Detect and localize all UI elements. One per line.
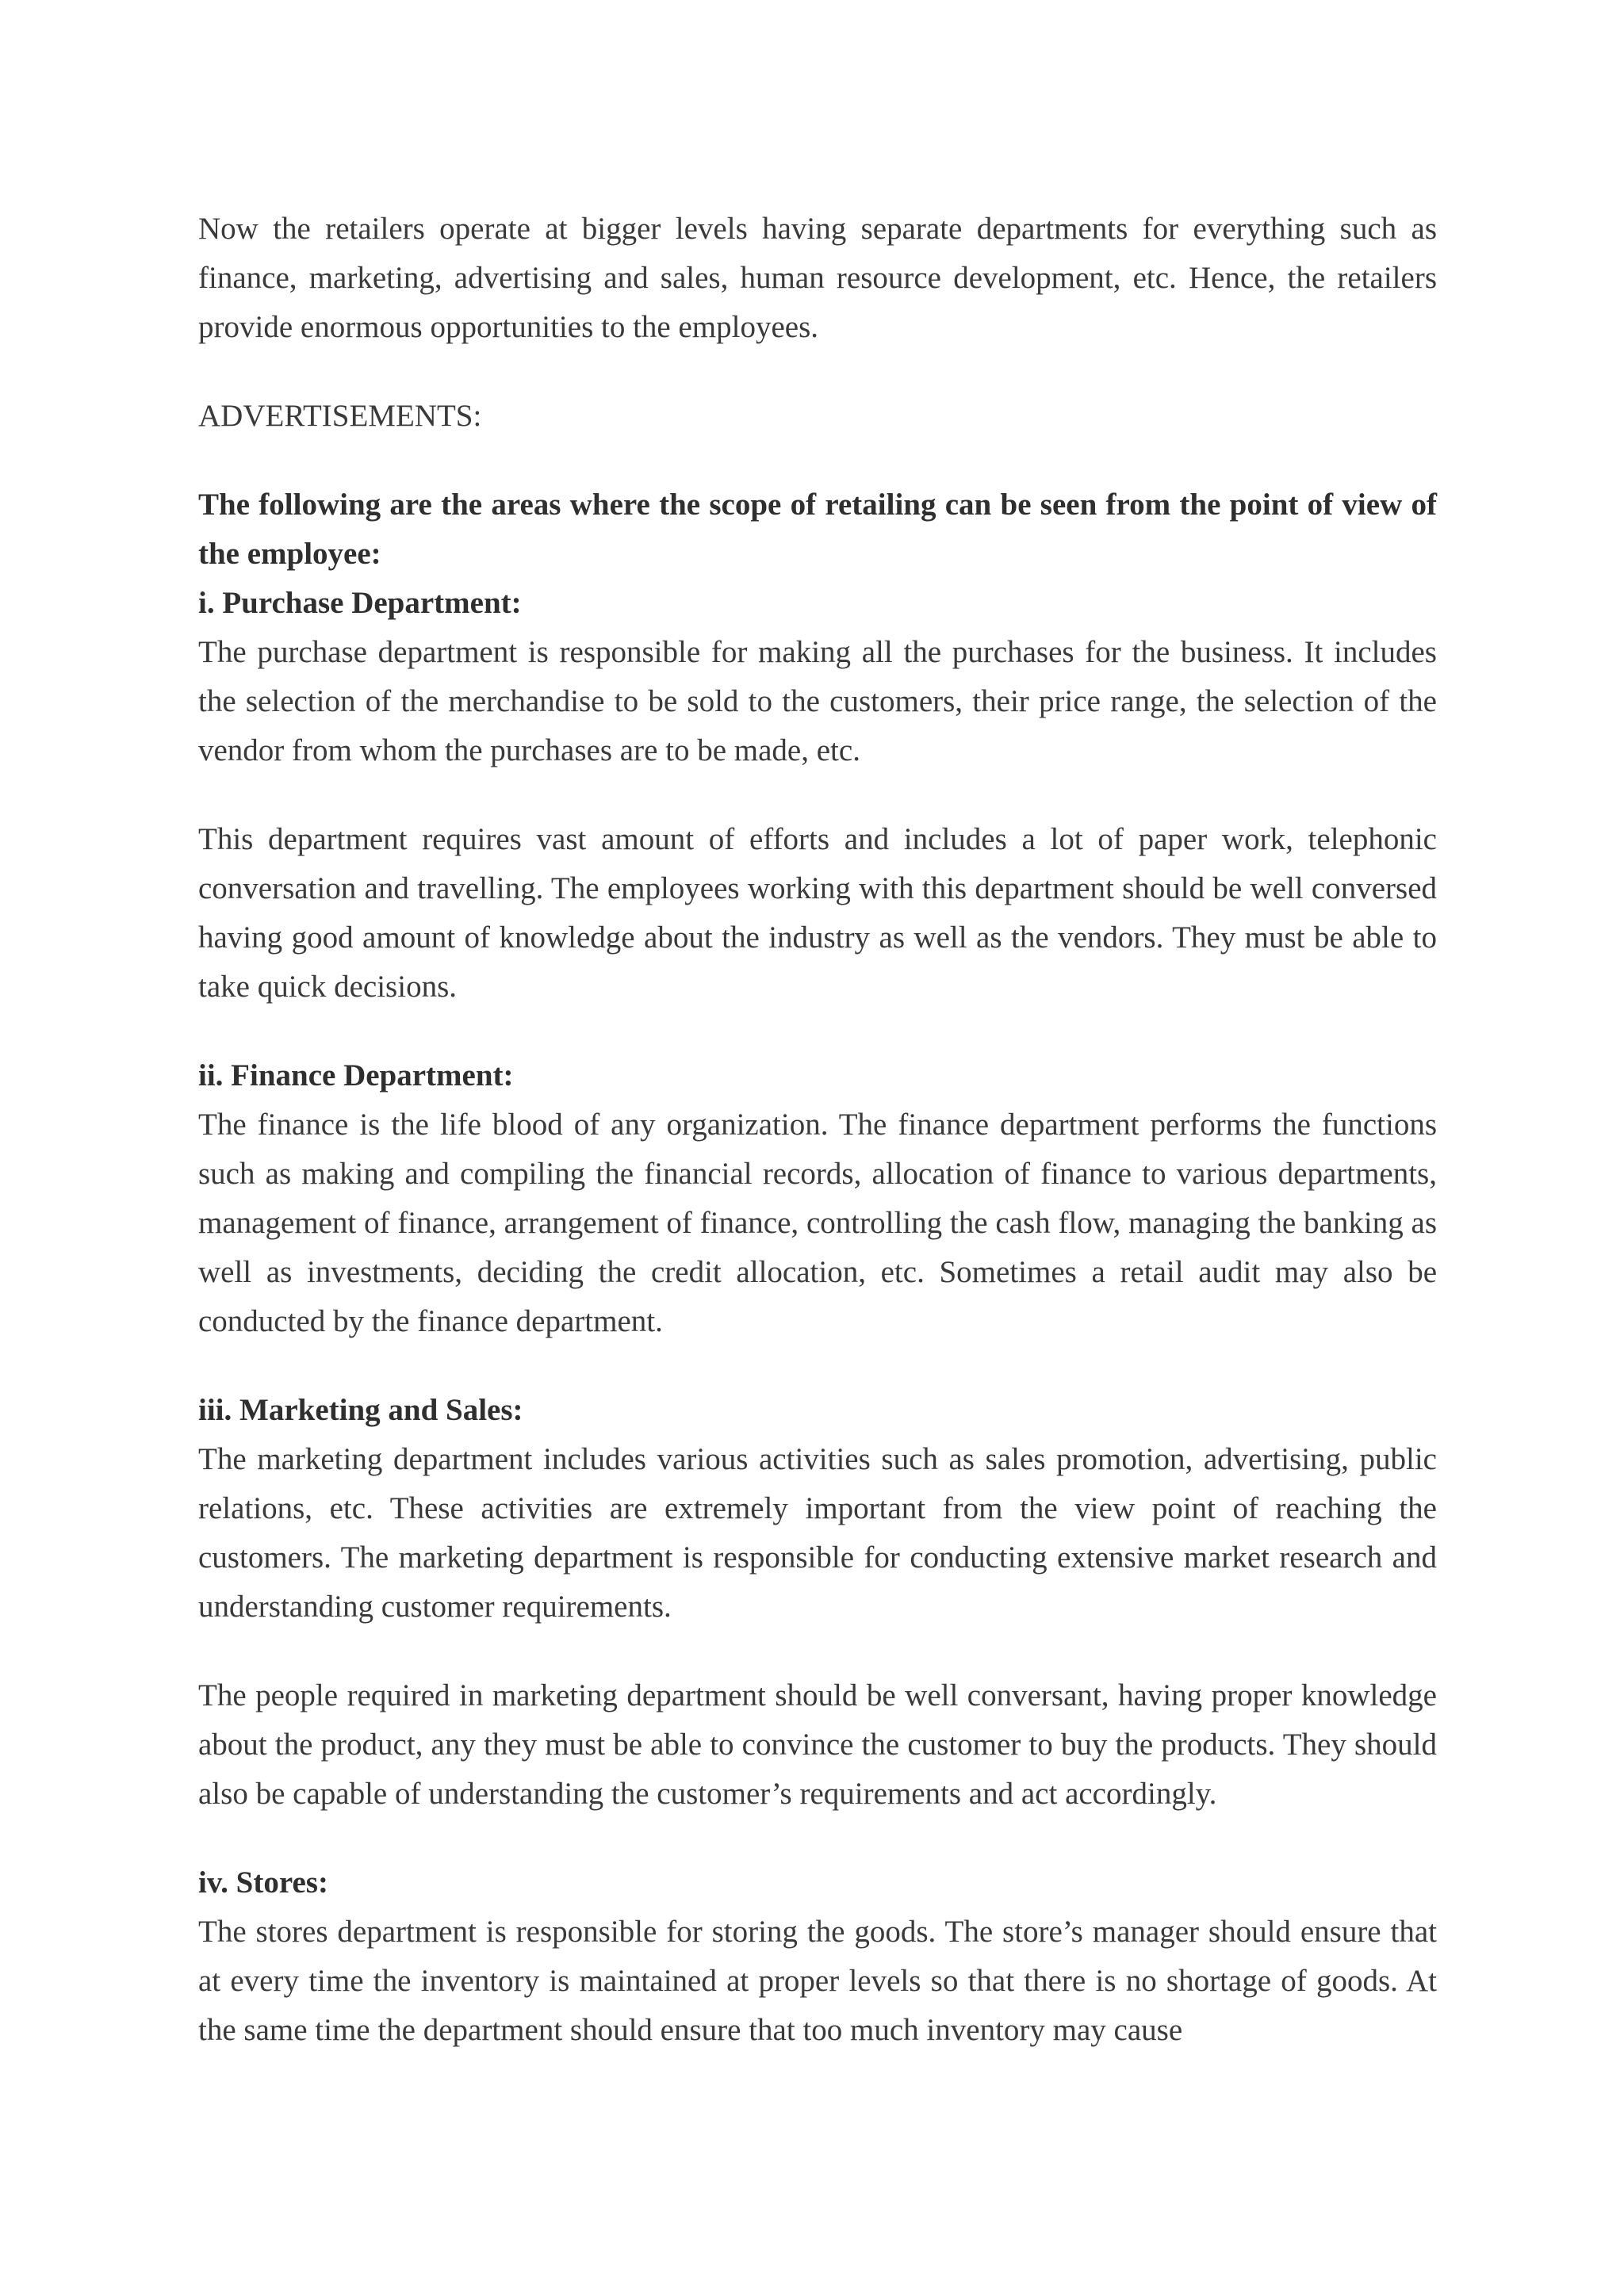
section-marketing xyxy=(198,1386,1437,1819)
section-paragraph: The marketing department includes various activities such as sales promotion, advertising, public relations, etc. These activities are extremely important from the view point of reaching the customers. The marketing department is responsible for conducting extensive market research and understanding customer requirements. xyxy=(198,1442,1437,1624)
advertisements-label: ADVERTISEMENTS: xyxy=(198,399,482,433)
section-purchase xyxy=(198,579,1437,1012)
section-heading: i. Purchase Department: xyxy=(198,586,522,620)
section-paragraph: The finance is the life blood of any organization. The finance department performs the functions such as making and compiling the financial records, allocation of finance to various departments, management of finance, arrangement of finance, controlling the cash flow, managing the banking as well as investments, deciding the credit allocation, etc. Sometimes a retail audit may also be conducted by the finance department. xyxy=(198,1108,1437,1338)
section-paragraph: The stores department is responsible for storing the goods. The store’s manager should ensure that at every time the inventory is maintained at proper levels so that there is no shortage of goods. At the same time the department should ensure that too much inventory may cause xyxy=(198,1915,1437,2047)
document-page xyxy=(198,205,1437,2055)
section-paragraph: This department requires vast amount of efforts and includes a lot of paper work, telephonic conversation and travelling. The employees working with this department should be well conversed having good amount of knowledge about the industry as well as the vendors. They must be able to take quick decisions. xyxy=(198,822,1437,1004)
section-heading: ii. Finance Department: xyxy=(198,1058,514,1093)
section-heading: iv. Stores: xyxy=(198,1866,328,1900)
lead-paragraph: The following are the areas where the scope of retailing can be seen from the point of view of the employee: xyxy=(198,488,1437,571)
section-stores xyxy=(198,1858,1437,2055)
section-paragraph: The purchase department is responsible for making all the purchases for the business. It includes the selection of the merchandise to be sold to the customers, their price range, the selection of the vendor from whom the purchases are to be made, etc. xyxy=(198,635,1437,767)
intro-paragraph: Now the retailers operate at bigger levels having separate departments for everything such as finance, marketing, advertising and sales, human resource development, etc. Hence, the retailers provide enormous opportunities to the employees. xyxy=(198,212,1437,344)
section-heading: iii. Marketing and Sales: xyxy=(198,1393,523,1427)
section-finance xyxy=(198,1051,1437,1346)
section-paragraph: The people required in marketing department should be well conversant, having proper knowledge about the product, any they must be able to convince the customer to buy the products. They should also be capable of understanding the customer’s requirements and act accordingly. xyxy=(198,1678,1437,1811)
